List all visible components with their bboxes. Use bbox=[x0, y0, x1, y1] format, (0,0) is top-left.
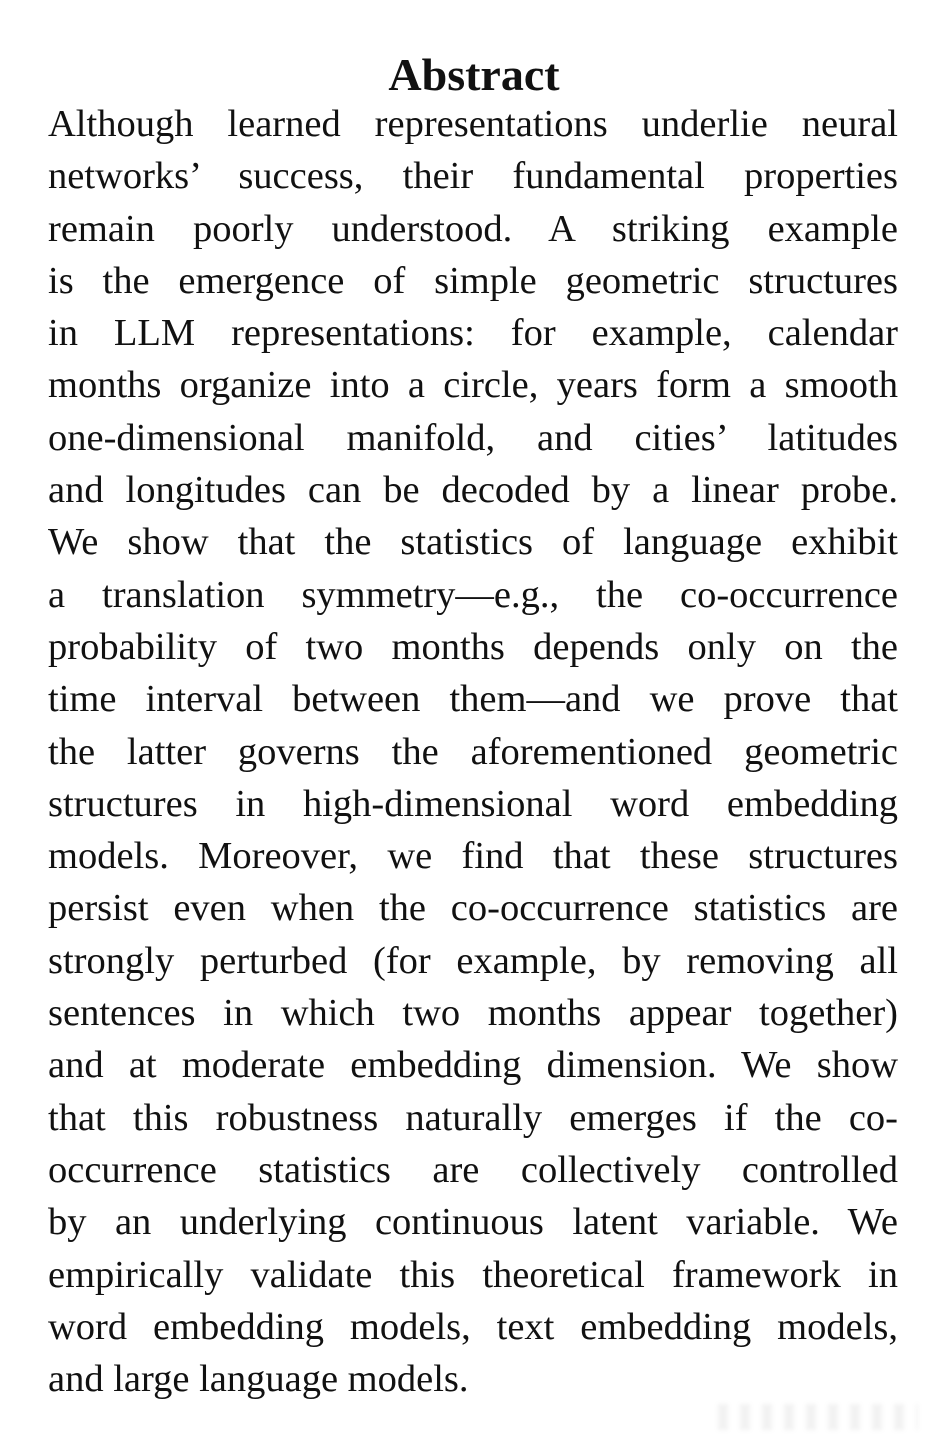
abstract-line: in LLM representations: for example, calendar bbox=[48, 312, 898, 355]
abstract-line: networks’ success, their fundamental properties bbox=[48, 155, 898, 198]
watermark bbox=[718, 1404, 918, 1430]
abstract-line: and longitudes can be decoded by a linear probe. bbox=[48, 469, 898, 512]
abstract-line: empirically validate this theoretical framework in bbox=[48, 1253, 898, 1296]
abstract-line: persist even when the co-occurrence statistics are bbox=[48, 887, 898, 930]
abstract-line: Although learned representations underlie neural bbox=[48, 103, 898, 145]
abstract-line: that this robustness naturally emerges if the co- bbox=[48, 1096, 898, 1139]
abstract-line: and large language models. bbox=[48, 1358, 469, 1401]
abstract-line: structures in high-dimensional word embedding bbox=[48, 782, 898, 825]
abstract-line: probability of two months depends only on the bbox=[48, 625, 898, 668]
abstract-line: and at moderate embedding dimension. We show bbox=[48, 1044, 898, 1087]
abstract-line: the latter governs the aforementioned geometric bbox=[48, 730, 898, 773]
abstract-line: a translation symmetry—e.g., the co-occurrence bbox=[48, 573, 898, 616]
abstract-line: months organize into a circle, years form a smooth bbox=[48, 364, 898, 407]
abstract-line: remain poorly understood. A striking example bbox=[48, 207, 898, 250]
abstract-line: sentences in which two months appear together) bbox=[48, 992, 898, 1035]
abstract-line: one-dimensional manifold, and cities’ latitudes bbox=[48, 416, 898, 459]
abstract-line: models. Moreover, we find that these structures bbox=[48, 835, 898, 878]
abstract-line: We show that the statistics of language exhibit bbox=[48, 521, 898, 564]
abstract-line: occurrence statistics are collectively controlled bbox=[48, 1148, 898, 1191]
abstract-line: is the emergence of simple geometric structures bbox=[48, 259, 898, 302]
abstract-body bbox=[48, 98, 898, 1405]
abstract-line: time interval between them—and we prove that bbox=[48, 678, 898, 721]
abstract-heading: Abstract bbox=[388, 49, 560, 100]
abstract-line: word embedding models, text embedding models, bbox=[48, 1305, 898, 1348]
abstract-line: by an underlying continuous latent variable. We bbox=[48, 1201, 898, 1244]
abstract-line: strongly perturbed (for example, by removing all bbox=[48, 939, 898, 982]
